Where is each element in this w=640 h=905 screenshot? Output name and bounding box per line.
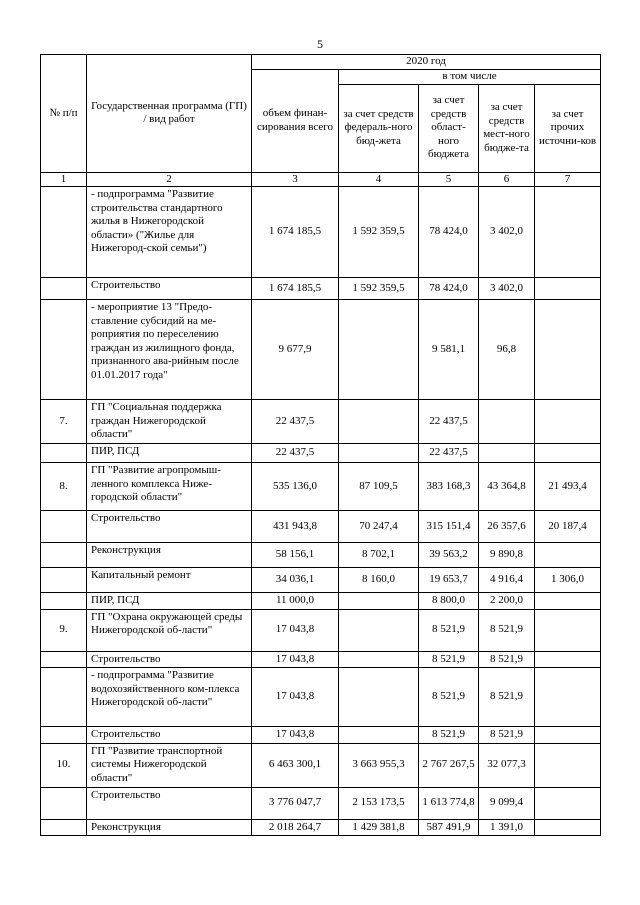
cell-federal <box>339 300 419 400</box>
cell-num: 8. <box>41 463 87 511</box>
table-row <box>41 543 601 568</box>
cell-local: 8 521,9 <box>479 668 535 727</box>
cell-name: Строительство <box>87 511 252 543</box>
cell-name: ГП "Охрана окружающей среды Нижегородской об-ласти" <box>87 609 252 651</box>
cell-local: 2 200,0 <box>479 593 535 610</box>
table-row <box>41 593 601 610</box>
cell-regional: 8 800,0 <box>419 593 479 610</box>
cell-name: - подпрограмма "Развитие строительства стандартного жилья в Нижегородской области» ("Жилье для Нижегород-ской семьи") <box>87 187 252 278</box>
cell-regional: 587 491,9 <box>419 819 479 836</box>
cell-name: - мероприятие 13 "Предо-ставление субсидий на ме-роприятия по переселению граждан из жилищного фонда, признанного ава-рийным после 01.01.2017 года" <box>87 300 252 400</box>
column-index: 3 <box>252 172 339 187</box>
cell-name: ГП "Развитие агропромыш-ленного комплекса Ниже-городской области" <box>87 463 252 511</box>
column-index: 4 <box>339 172 419 187</box>
cell-federal: 1 592 359,5 <box>339 278 419 300</box>
cell-other: 20 187,4 <box>535 511 601 543</box>
cell-regional: 9 581,1 <box>419 300 479 400</box>
cell-num <box>41 593 87 610</box>
cell-other <box>535 278 601 300</box>
header-year: 2020 год <box>252 55 601 70</box>
cell-local: 32 077,3 <box>479 743 535 787</box>
cell-other <box>535 668 601 727</box>
cell-regional: 22 437,5 <box>419 400 479 444</box>
cell-federal <box>339 444 419 463</box>
header-including: в том числе <box>339 70 601 85</box>
budget-table <box>40 54 601 836</box>
cell-regional: 8 521,9 <box>419 727 479 744</box>
header-regional: за счет средств област-ного бюджета <box>419 84 479 172</box>
cell-local: 3 402,0 <box>479 278 535 300</box>
cell-other <box>535 609 601 651</box>
page-number: 5 <box>317 37 323 51</box>
cell-name: - подпрограмма "Развитие водохозяйственного ком-плекса Нижегородской об-ласти" <box>87 668 252 727</box>
cell-local: 8 521,9 <box>479 727 535 744</box>
cell-local: 4 916,4 <box>479 568 535 593</box>
cell-total: 22 437,5 <box>252 400 339 444</box>
cell-total: 431 943,8 <box>252 511 339 543</box>
cell-local: 96,8 <box>479 300 535 400</box>
table-row <box>41 787 601 819</box>
cell-num <box>41 819 87 836</box>
cell-name: Реконструкция <box>87 543 252 568</box>
cell-total: 2 018 264,7 <box>252 819 339 836</box>
cell-name: Строительство <box>87 727 252 744</box>
table-row <box>41 187 601 278</box>
table-body <box>41 187 601 836</box>
cell-total: 22 437,5 <box>252 444 339 463</box>
cell-federal <box>339 400 419 444</box>
cell-federal <box>339 593 419 610</box>
cell-federal: 8 702,1 <box>339 543 419 568</box>
cell-regional: 2 767 267,5 <box>419 743 479 787</box>
cell-total: 34 036,1 <box>252 568 339 593</box>
cell-regional: 78 424,0 <box>419 278 479 300</box>
header-num: № п/п <box>41 55 87 173</box>
cell-num <box>41 300 87 400</box>
cell-other <box>535 444 601 463</box>
cell-federal: 3 663 955,3 <box>339 743 419 787</box>
cell-federal: 1 592 359,5 <box>339 187 419 278</box>
table-row <box>41 444 601 463</box>
cell-other: 1 306,0 <box>535 568 601 593</box>
cell-total: 1 674 185,5 <box>252 278 339 300</box>
cell-federal: 8 160,0 <box>339 568 419 593</box>
cell-total: 6 463 300,1 <box>252 743 339 787</box>
table-row <box>41 300 601 400</box>
cell-federal <box>339 668 419 727</box>
cell-federal: 2 153 173,5 <box>339 787 419 819</box>
cell-other: 21 493,4 <box>535 463 601 511</box>
cell-num <box>41 787 87 819</box>
cell-regional: 22 437,5 <box>419 444 479 463</box>
header-program: Государственная программа (ГП) / вид работ <box>87 55 252 173</box>
cell-num <box>41 568 87 593</box>
cell-federal: 70 247,4 <box>339 511 419 543</box>
column-index-row <box>41 172 601 187</box>
column-index: 6 <box>479 172 535 187</box>
cell-regional: 8 521,9 <box>419 609 479 651</box>
cell-name: Строительство <box>87 278 252 300</box>
table-row <box>41 511 601 543</box>
cell-total: 17 043,8 <box>252 609 339 651</box>
cell-other <box>535 819 601 836</box>
cell-federal <box>339 727 419 744</box>
cell-num <box>41 727 87 744</box>
cell-regional: 39 563,2 <box>419 543 479 568</box>
column-index: 1 <box>41 172 87 187</box>
cell-federal: 87 109,5 <box>339 463 419 511</box>
cell-total: 3 776 047,7 <box>252 787 339 819</box>
cell-local: 1 391,0 <box>479 819 535 836</box>
cell-total: 17 043,8 <box>252 651 339 668</box>
cell-regional: 78 424,0 <box>419 187 479 278</box>
cell-num <box>41 668 87 727</box>
cell-regional: 383 168,3 <box>419 463 479 511</box>
cell-federal <box>339 651 419 668</box>
cell-total: 9 677,9 <box>252 300 339 400</box>
cell-num: 7. <box>41 400 87 444</box>
cell-total: 11 000,0 <box>252 593 339 610</box>
table-row <box>41 668 601 727</box>
header-total: объем финан-сирования всего <box>252 70 339 173</box>
cell-num <box>41 187 87 278</box>
cell-name: Капитальный ремонт <box>87 568 252 593</box>
cell-num <box>41 511 87 543</box>
cell-name: Реконструкция <box>87 819 252 836</box>
cell-other <box>535 300 601 400</box>
cell-other <box>535 543 601 568</box>
cell-name: ПИР, ПСД <box>87 444 252 463</box>
cell-name: Строительство <box>87 651 252 668</box>
cell-local: 43 364,8 <box>479 463 535 511</box>
cell-num <box>41 543 87 568</box>
cell-name: ГП "Социальная поддержка граждан Нижегородской области" <box>87 400 252 444</box>
cell-other <box>535 787 601 819</box>
cell-local: 9 099,4 <box>479 787 535 819</box>
cell-name: ПИР, ПСД <box>87 593 252 610</box>
cell-federal: 1 429 381,8 <box>339 819 419 836</box>
table-row <box>41 651 601 668</box>
table-row <box>41 278 601 300</box>
cell-other <box>535 187 601 278</box>
column-index: 7 <box>535 172 601 187</box>
header-other: за счет прочих источни-ков <box>535 84 601 172</box>
cell-federal <box>339 609 419 651</box>
cell-local: 9 890,8 <box>479 543 535 568</box>
cell-local: 8 521,9 <box>479 609 535 651</box>
cell-regional: 8 521,9 <box>419 668 479 727</box>
cell-regional: 1 613 774,8 <box>419 787 479 819</box>
cell-num <box>41 278 87 300</box>
column-index: 2 <box>87 172 252 187</box>
table-row <box>41 400 601 444</box>
table-row <box>41 463 601 511</box>
table-row <box>41 727 601 744</box>
cell-other <box>535 727 601 744</box>
cell-local: 3 402,0 <box>479 187 535 278</box>
header-federal: за счет средств федераль-ного бюд-жета <box>339 84 419 172</box>
cell-num: 10. <box>41 743 87 787</box>
cell-total: 535 136,0 <box>252 463 339 511</box>
table-row <box>41 609 601 651</box>
cell-other <box>535 400 601 444</box>
cell-total: 17 043,8 <box>252 668 339 727</box>
cell-regional: 19 653,7 <box>419 568 479 593</box>
table-row <box>41 743 601 787</box>
cell-num: 9. <box>41 609 87 651</box>
cell-name: Строительство <box>87 787 252 819</box>
cell-regional: 315 151,4 <box>419 511 479 543</box>
header-local: за счет средств мест-ного бюдже-та <box>479 84 535 172</box>
table-row <box>41 819 601 836</box>
cell-other <box>535 743 601 787</box>
cell-local <box>479 400 535 444</box>
table-row <box>41 568 601 593</box>
cell-num <box>41 651 87 668</box>
cell-regional: 8 521,9 <box>419 651 479 668</box>
column-index: 5 <box>419 172 479 187</box>
cell-local <box>479 444 535 463</box>
cell-local: 26 357,6 <box>479 511 535 543</box>
cell-other <box>535 651 601 668</box>
cell-num <box>41 444 87 463</box>
cell-total: 1 674 185,5 <box>252 187 339 278</box>
cell-name: ГП "Развитие транспортной системы Нижегородской области" <box>87 743 252 787</box>
cell-total: 58 156,1 <box>252 543 339 568</box>
cell-total: 17 043,8 <box>252 727 339 744</box>
cell-other <box>535 593 601 610</box>
cell-local: 8 521,9 <box>479 651 535 668</box>
